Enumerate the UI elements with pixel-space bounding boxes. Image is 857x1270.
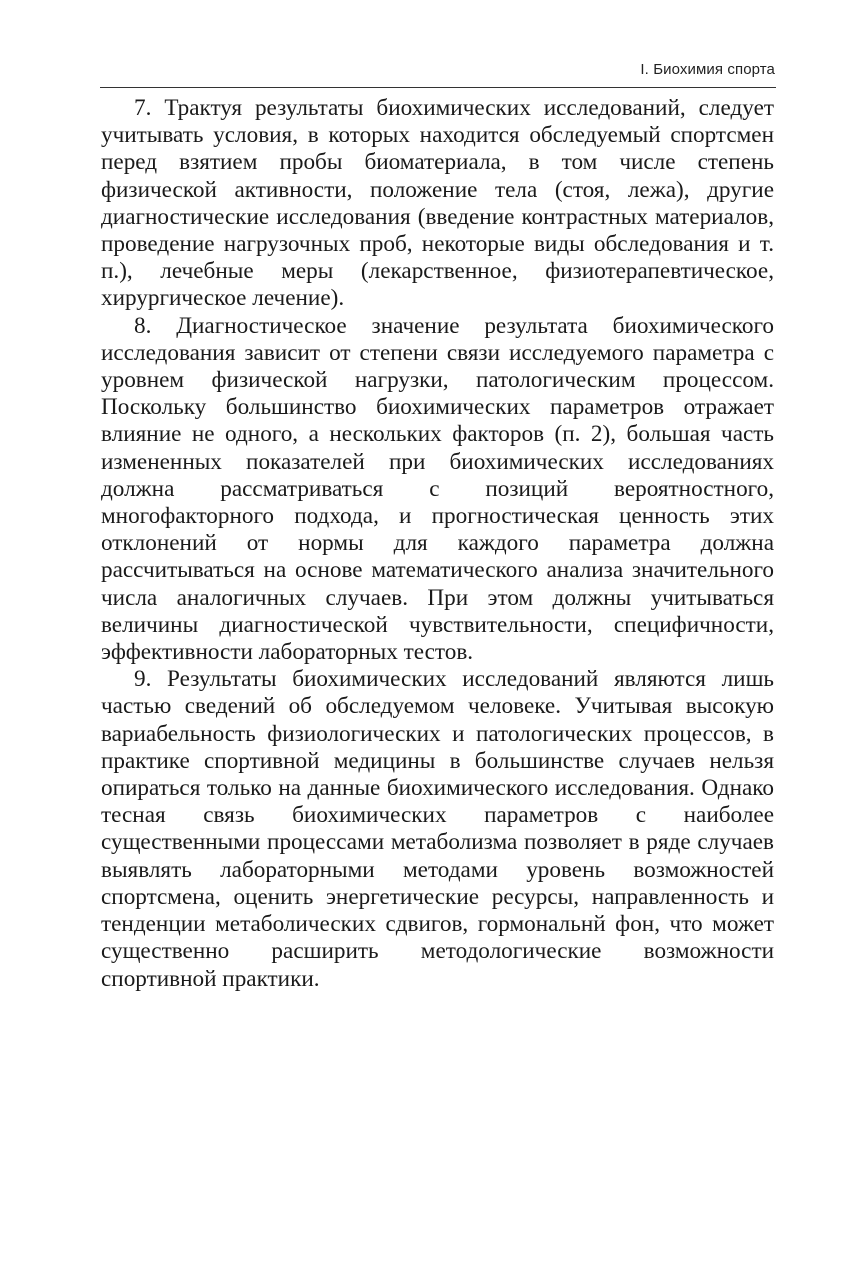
paragraph-9: 9. Результаты биохимических исследований являются лишь частью сведений об обследуемом человеке. Учитывая высокую вариабельность физиологических и патологических процессов, в практике спортивной медицины в большинстве случаев нельзя опираться только на данные биохимического исследования. Однако тесная связь биохимических параметров с наиболее существенными процессами метаболизма позволяет в ряде случаев выявлять лабораторными методами уровень возможностей спортсмена, оценить энергетические ресурсы, направленность и тенденции метаболических сдвигов, гормональнй фон, что может существенно расширить методологические возможности спортивной практики. (101, 666, 774, 992)
page-body (101, 95, 774, 993)
running-head-title: I. Биохимия спорта (640, 61, 775, 78)
paragraph-8: 8. Диагностическое значение результата биохимического исследования зависит от степени связи исследуемого параметра с уровнем физической нагрузки, патологическим процессом. Поскольку большинство биохимических параметров отражает влияние не одного, а нескольких факторов (п. 2), большая часть измененных показателей при биохимических исследованиях должна рассматриваться с позиций вероятностного, многофакторного подхода, и прогностическая ценность этих отклонений от нормы для каждого параметра должна рассчитываться на основе математического анализа значительного числа аналогичных случаев. При этом должны учитываться величины диагностической чувствительности, специфичности, эффективности лабораторных тестов. (101, 312, 774, 666)
paragraph-7: 7. Трактуя результаты биохимических исследований, следует учитывать условия, в которых находится обследуемый спортсмен перед взятием пробы биоматериала, в том числе степень физической активности, положение тела (стоя, лежа), другие диагностические исследования (введение контрастных материалов, проведение нагрузочных проб, некоторые виды обследования и т. п.), лечебные меры (лекарственное, физиотерапевтическое, хирургическое лечение). (101, 95, 774, 312)
header-divider (100, 87, 776, 88)
